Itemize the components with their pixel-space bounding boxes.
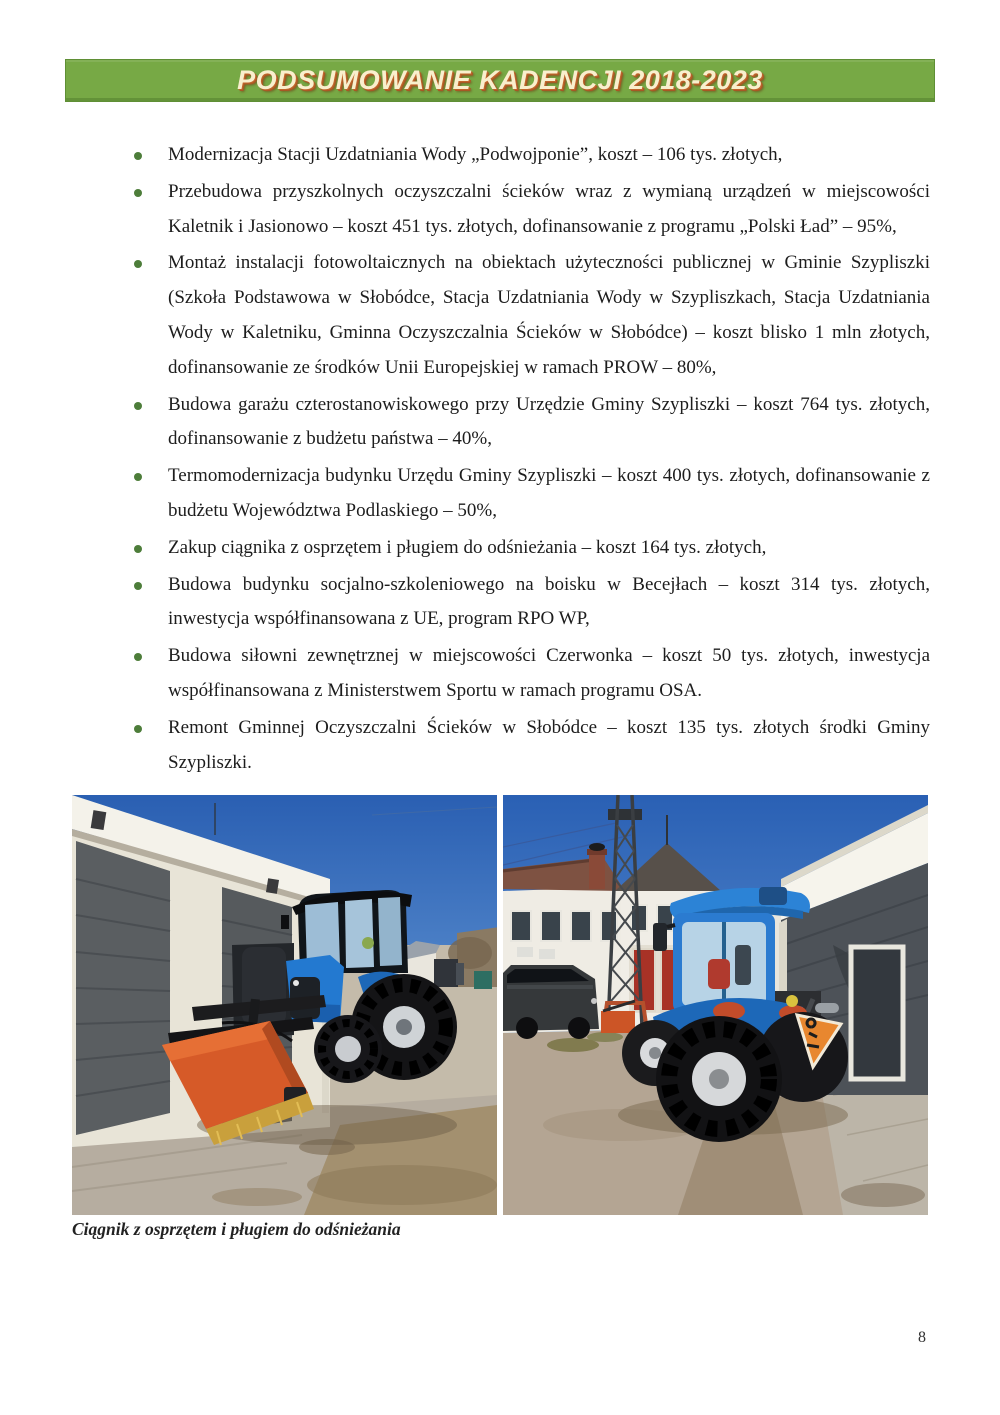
list-item [133,388,930,458]
list-item [133,459,930,529]
front-wheel [314,1015,382,1083]
photo-tractor-rear-view [503,795,928,1215]
list-item-text: Montaż instalacji fotowoltaicznych na obiektach użyteczności publicznej w Gminie Szypliszki (Szkoła Podstawowa w Słobódce, Stacja Uzdatniania Wody w Szypliszkach, Stacja Uzdatniania Wody w Kaletniku, Gminna Oczyszczalnia Ścieków w Słobódce) – koszt blisko 1 mln złotych, dofinansowanie ze środków Unii Europejskiej w ramach PROW – 80%, [168,252,930,378]
list-item-text: Przebudowa przyszkolnych oczyszczalni ścieków wraz z wymianą urządzeń w miejscowości Kaletnik i Jasionowo – koszt 451 tys. złotych, dofinansowanie z programu „Polski Ład” – 95%, [168,180,930,237]
page-number: 8 [918,1329,926,1346]
page-title: PODSUMOWANIE KADENCJI 2018-2023 [237,65,763,95]
list-item [133,175,930,245]
investment-list [133,138,930,782]
list-item-text: Budowa garażu czterostanowiskowego przy Urzędzie Gminy Szypliszki – koszt 764 tys. złotych, dofinansowanie z budżetu państwa – 40%, [168,393,930,450]
list-item-text: Modernizacja Stacji Uzdatniania Wody „Podwojponie”, koszt – 106 tys. złotych, [168,144,783,165]
list-item [133,711,930,781]
bullet-icon [134,653,142,661]
list-item-text: Budowa budynku socjalno-szkoleniowego na boisku w Becejłach – koszt 314 tys. złotych, inwestycja współfinansowana z UE, program RPO WP, [168,573,930,630]
header-banner [65,59,935,102]
rear-wheel [656,1016,782,1142]
bullet-icon [134,402,142,410]
list-item-text: Zakup ciągnika z osprzętem i pługiem do odśnieżania – koszt 164 tys. złotych, [168,536,767,558]
bullet-icon [134,725,142,733]
list-item-text: Remont Gminnej Oczyszczalni Ścieków w Słobódce – koszt 135 tys. złotych środki Gminy Szypliszki. [168,716,930,773]
garage-door-left [76,841,170,1135]
list-item [133,531,930,566]
bullet-icon [134,189,142,197]
bullet-icon [134,473,142,481]
van [503,965,599,1039]
bullet-icon [134,545,142,553]
list-item-text: Budowa siłowni zewnętrznej w miejscowości Czerwonka – koszt 50 tys. złotych, inwestycja współfinansowana z Ministerstwem Sportu w ramach programu OSA. [168,645,930,701]
bullet-icon [134,582,142,590]
photo-row [72,795,928,1215]
list-item-text: Termomodernizacja budynku Urzędu Gminy Szypliszki – koszt 400 tys. złotych, dofinansowanie z budżetu Województwa Podlaskiego – 50%, [168,465,930,521]
list-item [133,246,930,385]
bullet-icon [134,152,142,160]
photo-tractor-front-with-sweeper [72,795,497,1215]
list-item [133,138,930,173]
list-item [133,568,930,638]
list-item [133,639,930,709]
bullet-icon [134,260,142,268]
figure-caption: Ciągnik z osprzętem i pługiem do odśnieżania [72,1219,401,1239]
